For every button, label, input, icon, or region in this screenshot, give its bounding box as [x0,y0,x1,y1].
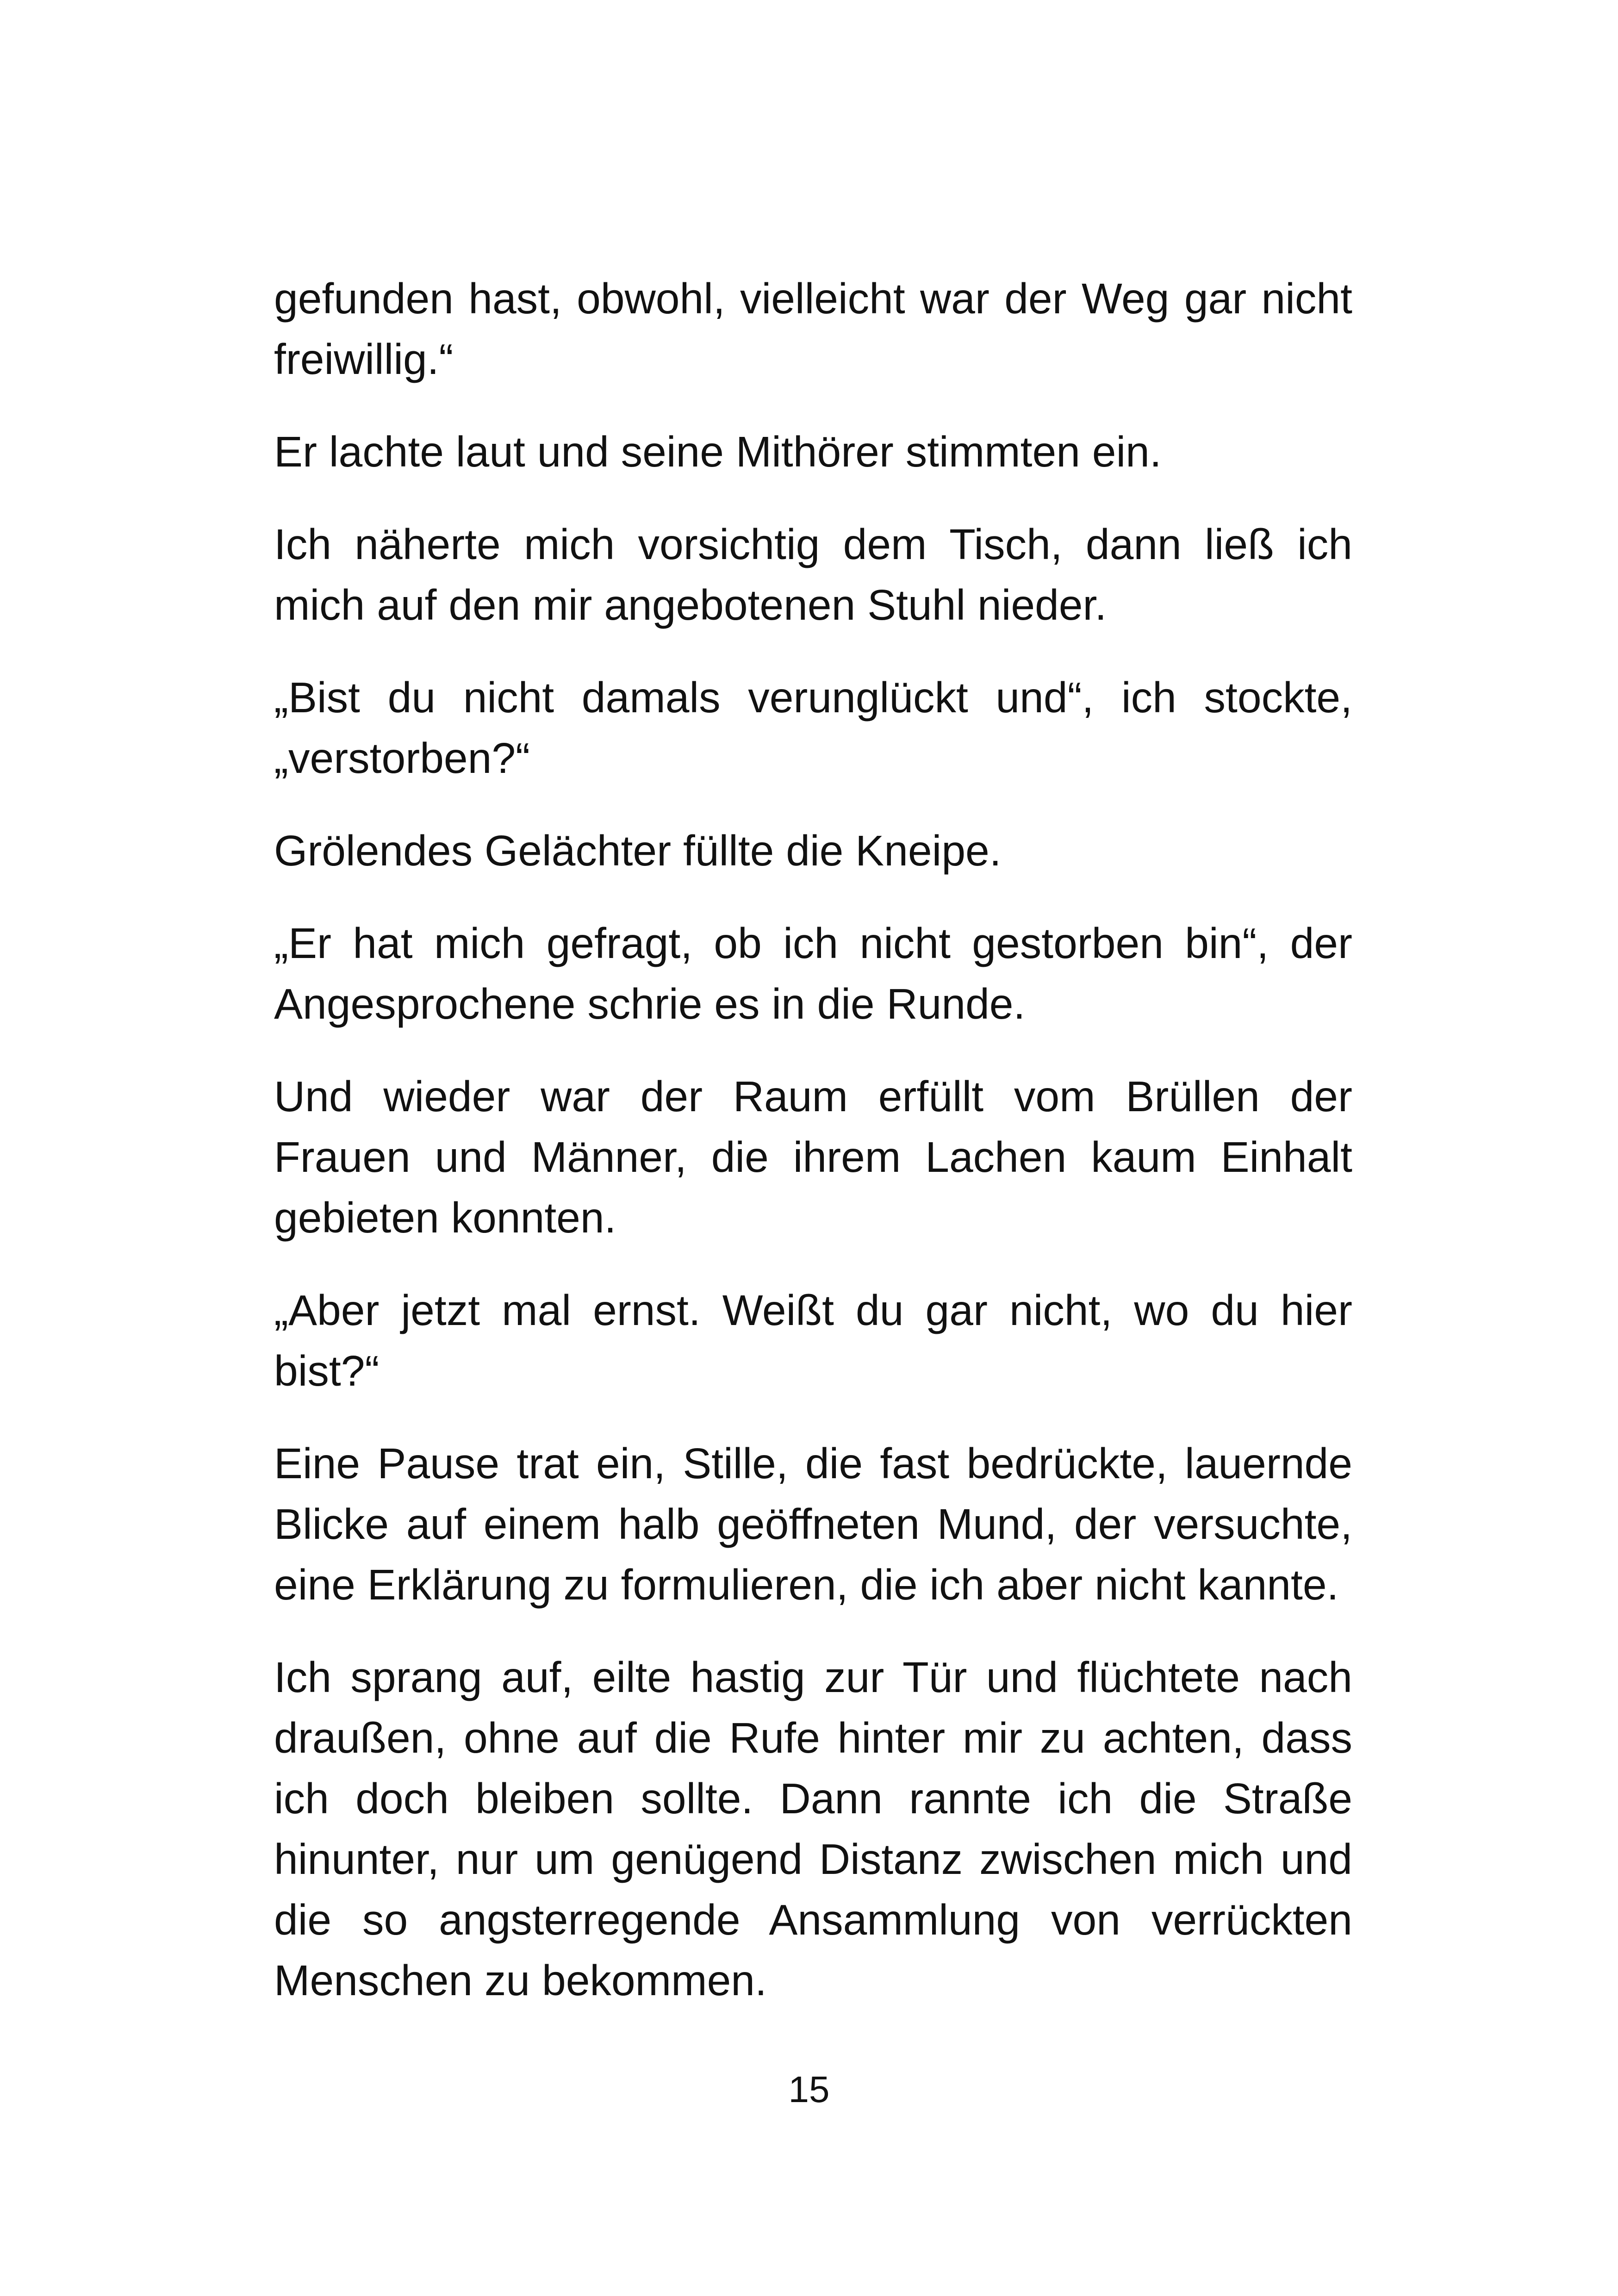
paragraph: Eine Pause trat ein, Stille, die fast bedrückte, lauernde Blicke auf einem halb geöffneten Mund, der versuchte, eine Erklärung zu formulieren, die ich aber nicht kannte. [274,1439,1352,1609]
body-text [274,268,1352,2011]
paragraph: Ich sprang auf, eilte hastig zur Tür und flüchtete nach draußen, ohne auf die Rufe hinter mir zu achten, dass ich doch bleiben sollte. Dann rannte ich die Straße hinunter, nur um genügend Distanz zwischen mich und die so angsterregende Ansammlung von verrückten Menschen zu bekommen. [274,1653,1352,2004]
paragraph: Er lachte laut und seine Mithörer stimmten ein. [274,428,1162,476]
paragraph: „Aber jetzt mal ernst. Weißt du gar nicht, wo du hier bist?“ [274,1286,1352,1395]
paragraph: „Er hat mich gefragt, ob ich nicht gestorben bin“, der Angesprochene schrie es in die Runde. [274,919,1352,1028]
paragraph: Und wieder war der Raum erfüllt vom Brüllen der Frauen und Männer, die ihrem Lachen kaum Einhalt gebieten konnten. [274,1072,1352,1242]
paragraph: „Bist du nicht damals verunglückt und“, ich stockte, „verstorben?“ [274,673,1352,782]
paragraph: gefunden hast, obwohl, vielleicht war der Weg gar nicht freiwillig.“ [274,274,1352,383]
paragraph: Ich näherte mich vorsichtig dem Tisch, dann ließ ich mich auf den mir angebotenen Stuhl nieder. [274,520,1352,629]
page-number: 15 [788,2069,830,2110]
paragraph: Grölendes Gelächter füllte die Kneipe. [274,827,1002,875]
